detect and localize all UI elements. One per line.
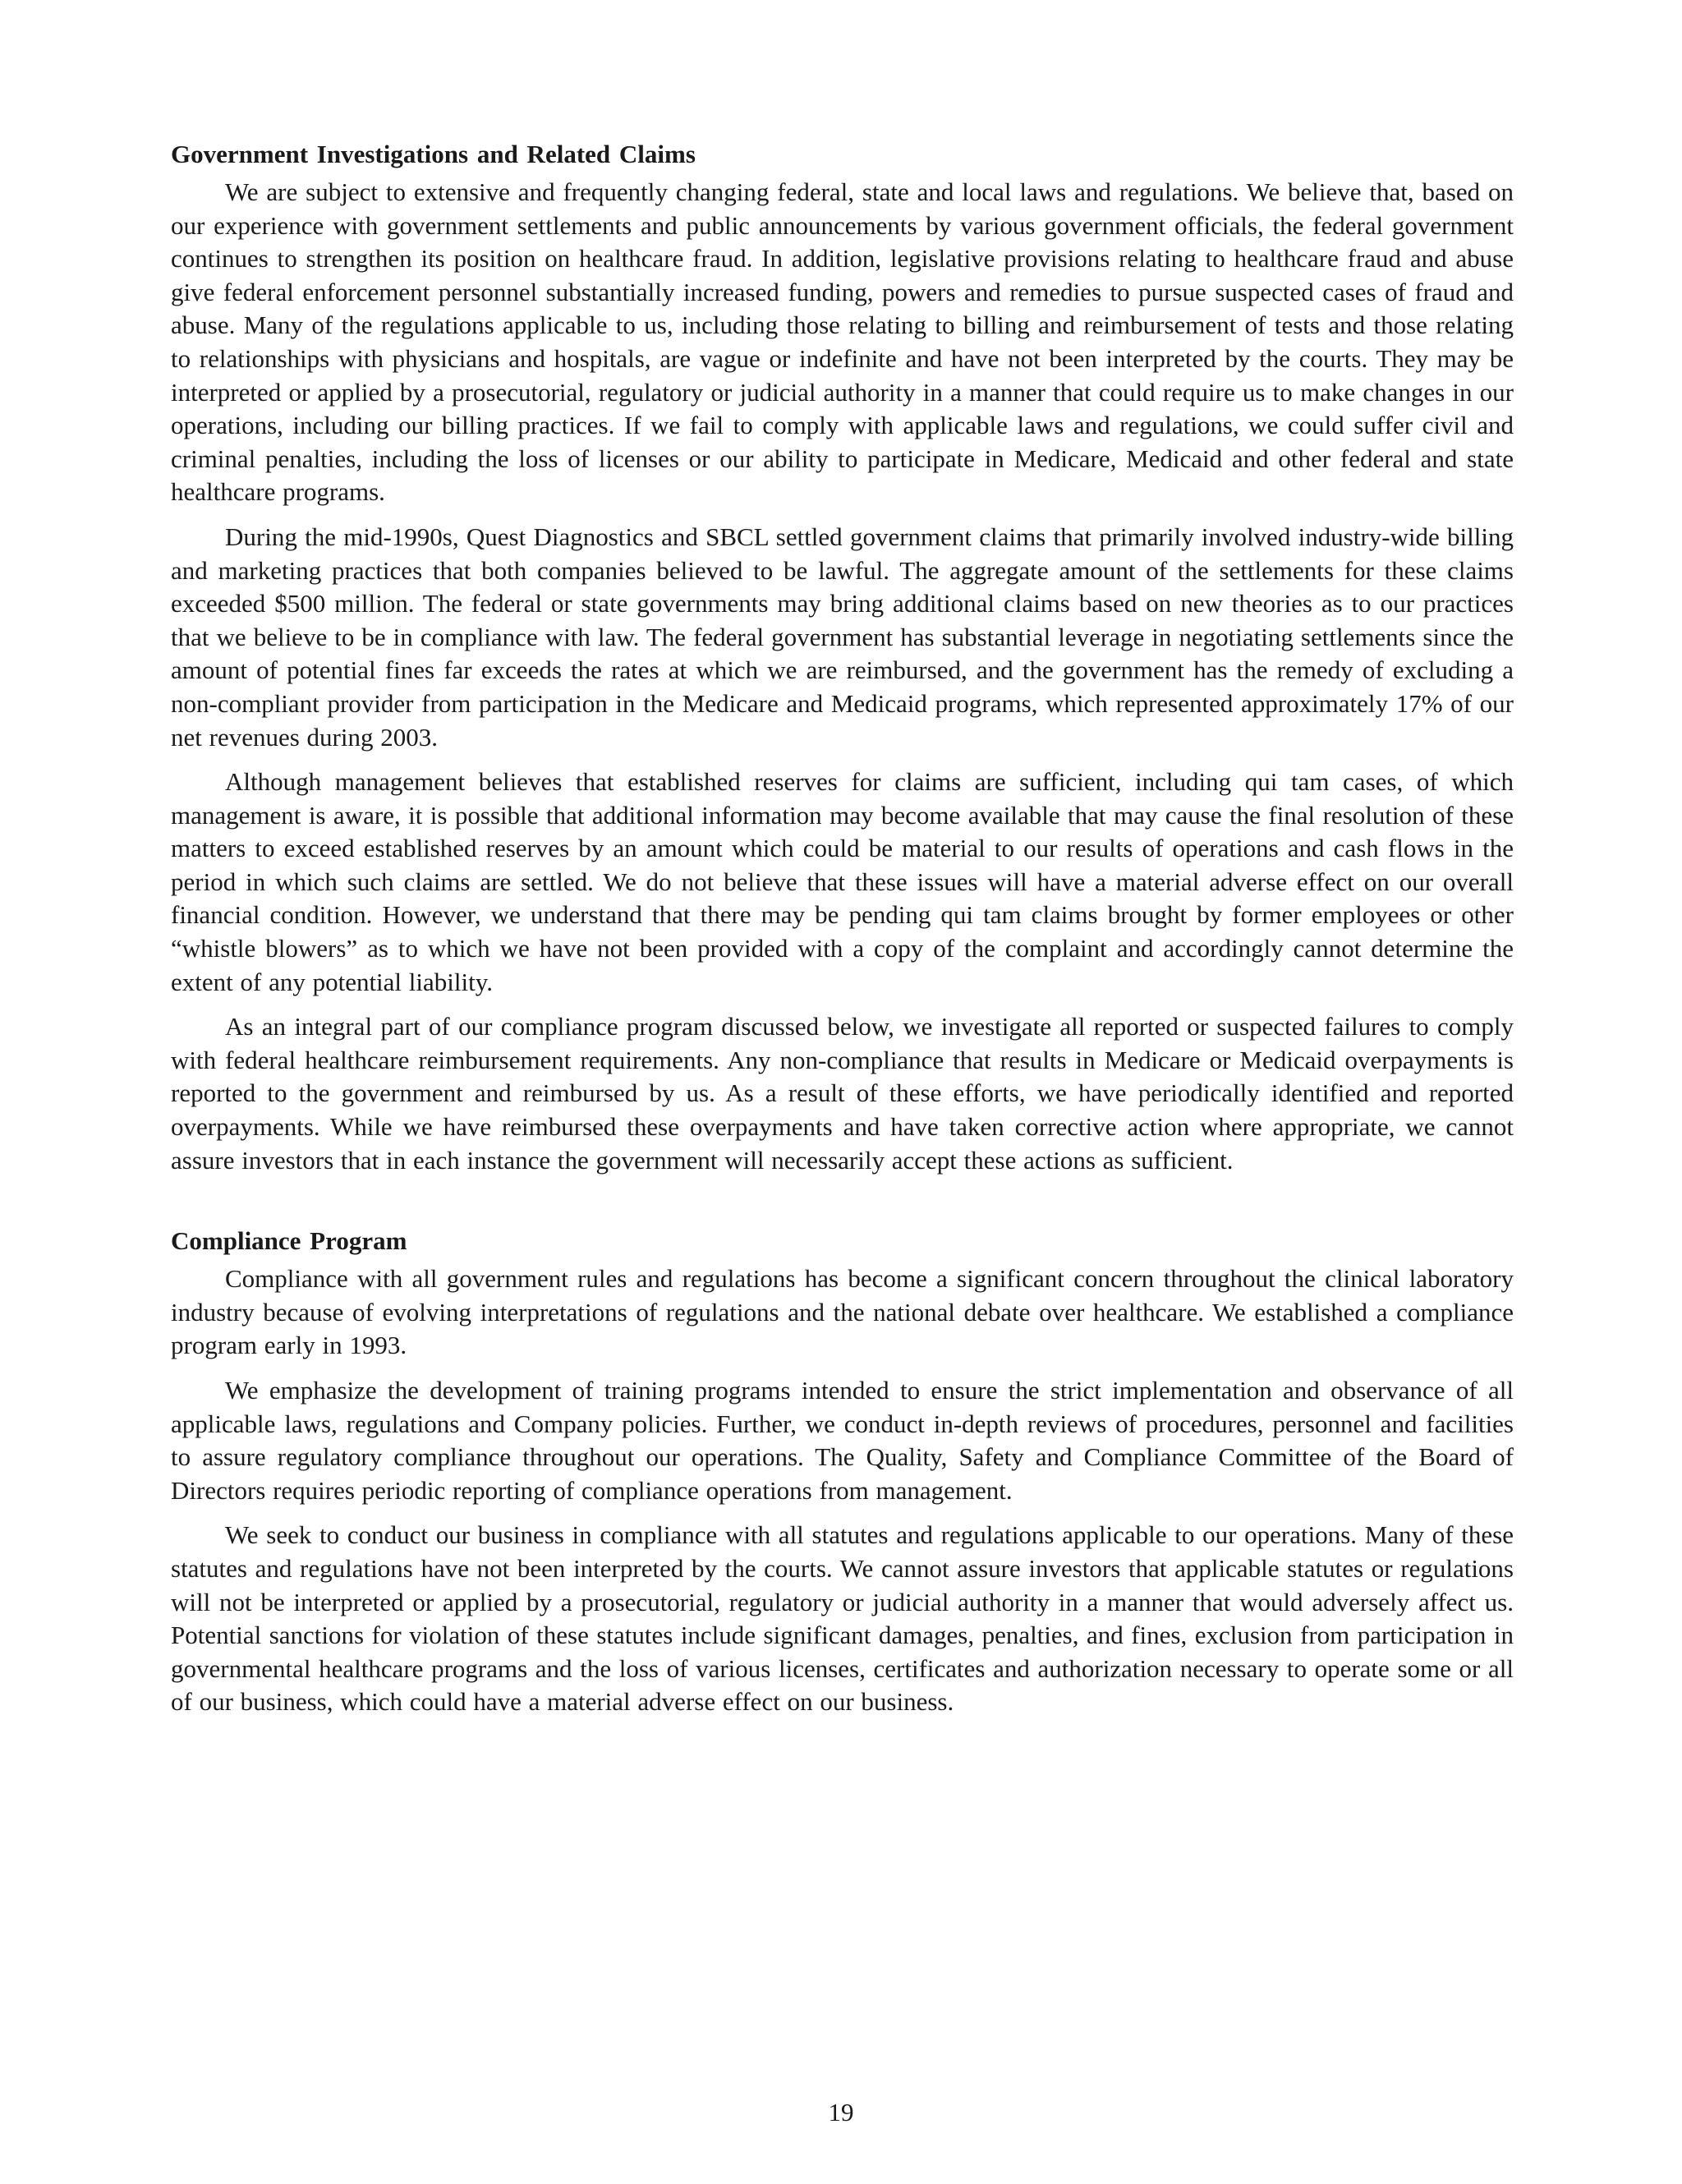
body-paragraph: Compliance with all government rules and regulations has become a significant concern throughout the clinical laboratory industry because of evolving interpretations of regulations and the national debate over healthcare. We established a compliance program early in 1993. xyxy=(171,1264,1514,1360)
section-government-investigations xyxy=(171,138,1514,1177)
body-paragraph: We seek to conduct our business in compliance with all statutes and regulations applicable to our operations. Many of these statutes and regulations have not been interpreted by the courts. We cannot assure investors that applicable statutes or regulations will not be interpreted or applied by a prosecutorial, regulatory or judicial authority in a manner that would adversely affect us. Potential sanctions for violation of these statutes include significant damages, penalties, and fines, exclusion from participation in governmental healthcare programs and the loss of various licenses, certificates and authorization necessary to operate some or all of our business, which could have a material adverse effect on our business. xyxy=(171,1520,1514,1717)
body-paragraph: During the mid-1990s, Quest Diagnostics and SBCL settled government claims that primarily involved industry-wide billing and marketing practices that both companies believed to be lawful. The aggregate amount of the settlements for these claims exceeded $500 million. The federal or state governments may bring additional claims based on new theories as to our practices that we believe to be in compliance with law. The federal government has substantial leverage in negotiating settlements since the amount of potential fines far exceeds the rates at which we are reimbursed, and the government has the remedy of excluding a non-compliant provider from participation in the Medicare and Medicaid programs, which represented approximately 17% of our net revenues during 2003. xyxy=(171,522,1514,752)
section-compliance-program xyxy=(171,1225,1514,1719)
body-paragraph: We emphasize the development of training programs intended to ensure the strict implementation and observance of all applicable laws, regulations and Company policies. Further, we conduct in-depth reviews of procedures, personnel and facilities to assure regulatory compliance throughout our operations. The Quality, Safety and Compliance Committee of the Board of Directors requires periodic reporting of compliance operations from management. xyxy=(171,1376,1514,1505)
section-heading: Government Investigations and Related Claims xyxy=(171,140,696,168)
document-page xyxy=(171,138,1514,1731)
body-paragraph: We are subject to extensive and frequently changing federal, state and local laws and regulations. We believe that, based on our experience with government settlements and public announcements by various government officials, the federal government continues to strengthen its position on healthcare fraud. In addition, legislative provisions relating to healthcare fraud and abuse give federal enforcement personnel substantially increased funding, powers and remedies to pursue suspected cases of fraud and abuse. Many of the regulations applicable to us, including those relating to billing and reimbursement of tests and those relating to relationships with physicians and hospitals, are vague or indefinite and have not been interpreted by the courts. They may be interpreted or applied by a prosecutorial, regulatory or judicial authority in a manner that could require us to make changes in our operations, including our billing practices. If we fail to comply with applicable laws and regulations, we could suffer civil and criminal penalties, including the loss of licenses or our ability to participate in Medicare, Medicaid and other federal and state healthcare programs. xyxy=(171,177,1514,507)
section-spacer xyxy=(171,1189,1514,1225)
section-heading: Compliance Program xyxy=(171,1226,407,1256)
page-number: 19 xyxy=(828,2098,854,2127)
body-paragraph: As an integral part of our compliance program discussed below, we investigate all reported or suspected failures to comply with federal healthcare reimbursement requirements. Any non-compliance that results in Medicare or Medicaid overpayments is reported to the government and reimbursed by us. As a result of these efforts, we have periodically identified and reported overpayments. While we have reimbursed these overpayments and have taken corrective action where appropriate, we cannot assure investors that in each instance the government will necessarily accept these actions as sufficient. xyxy=(171,1012,1514,1175)
body-paragraph: Although management believes that established reserves for claims are sufficient, including qui tam cases, of which management is aware, it is possible that additional information may become available that may cause the final resolution of these matters to exceed established reserves by an amount which could be material to our results of operations and cash flows in the period in which such claims are settled. We do not believe that these issues will have a material adverse effect on our overall financial condition. However, we understand that there may be pending qui tam claims brought by former employees or other “whistle blowers” as to which we have not been provided with a copy of the complaint and accordingly cannot determine the extent of any potential liability. xyxy=(171,767,1514,996)
